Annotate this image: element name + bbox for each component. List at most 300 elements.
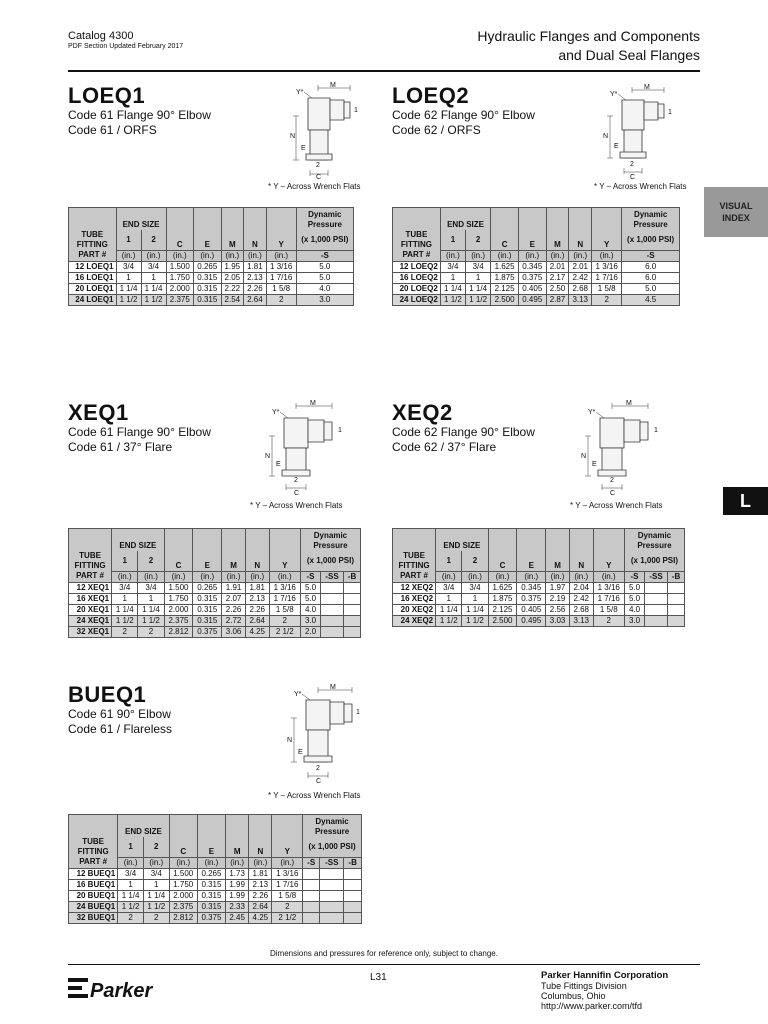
visual-index-tab[interactable] — [704, 187, 768, 237]
loeq2-h-end2: 2 — [466, 230, 491, 250]
xeq2-u-2: (in.) — [462, 571, 488, 582]
table-cell: 0.495 — [518, 294, 546, 305]
bueq1-dim-y: Y* — [294, 691, 302, 698]
table-cell: 2.54 — [221, 294, 244, 305]
table-cell: 1 1/4 — [116, 283, 141, 294]
bueq1-u-c: (in.) — [169, 857, 197, 868]
table-cell: 2.26 — [222, 604, 246, 615]
loeq2-drawing — [600, 84, 690, 180]
header-rule — [68, 70, 700, 72]
loeq2-u-2: (in.) — [466, 250, 491, 261]
table-cell: 2.500 — [491, 294, 519, 305]
xeq2-h-endsize: END SIZE — [436, 529, 488, 552]
table-cell: 3.13 — [569, 615, 593, 626]
loeq2-u-n: (in.) — [569, 250, 592, 261]
table-cell — [320, 912, 344, 923]
bueq1-h-y: Y — [272, 815, 303, 858]
xeq1-desc-1: Code 61 Flange 90° Elbow — [68, 425, 211, 439]
xeq1-h-y: Y — [269, 529, 300, 572]
table-cell: 1 — [466, 272, 491, 283]
table-cell: 1 1/4 — [112, 604, 138, 615]
table-cell: 1.95 — [221, 261, 244, 272]
part-number-cell: 20 BUEQ1 — [69, 890, 118, 901]
bueq1-h-m: M — [226, 815, 249, 858]
loeq2-h-endsize: END SIZE — [440, 208, 490, 231]
loeq1-h-tube: TUBE FITTING — [69, 230, 117, 250]
table-row — [69, 868, 362, 879]
bueq1-spec-table — [68, 814, 362, 924]
table-row — [69, 901, 362, 912]
loeq1-u-n: (in.) — [244, 250, 267, 261]
table-cell — [645, 615, 668, 626]
xeq1-spec-table — [68, 528, 361, 638]
table-cell: 1 1/4 — [440, 283, 465, 294]
loeq2-dim-y: Y* — [610, 91, 618, 98]
table-cell: 0.495 — [517, 615, 546, 626]
table-cell: 1 3/16 — [272, 868, 303, 879]
bueq1-h-end1: 1 — [118, 837, 144, 857]
xeq1-dim-2: 2 — [294, 477, 298, 484]
table-cell: 2.64 — [244, 294, 267, 305]
table-cell: 2.13 — [249, 879, 272, 890]
table-cell: 1 — [116, 272, 141, 283]
table-cell — [303, 901, 320, 912]
table-row — [393, 294, 680, 305]
table-cell — [303, 868, 320, 879]
table-cell: 1 7/16 — [269, 593, 300, 604]
xeq2-dim-y: Y* — [588, 409, 596, 416]
bueq1-u-n: (in.) — [249, 857, 272, 868]
section-tab[interactable]: L — [723, 487, 768, 515]
table-cell: 3/4 — [116, 261, 141, 272]
table-cell: 2.56 — [546, 604, 570, 615]
table-cell: 2 — [592, 294, 622, 305]
table-row — [69, 626, 361, 637]
xeq1-drawing — [262, 400, 352, 496]
table-cell: 3.13 — [569, 294, 592, 305]
table-cell — [320, 890, 344, 901]
loeq2-desc-1: Code 62 Flange 90° Elbow — [392, 108, 535, 122]
xeq1-u-1: (in.) — [112, 571, 138, 582]
xeq1-u-n: (in.) — [245, 571, 269, 582]
table-cell: 1.81 — [249, 868, 272, 879]
loeq2-desc-2: Code 62 / ORFS — [392, 123, 481, 137]
table-cell: 4.0 — [300, 604, 320, 615]
table-cell: 2.68 — [569, 283, 592, 294]
table-cell — [645, 593, 668, 604]
table-cell — [303, 879, 320, 890]
table-cell: 0.315 — [197, 890, 225, 901]
table-cell: 1 5/8 — [272, 890, 303, 901]
bueq1-h-s: -S — [303, 857, 320, 868]
table-cell: 0.345 — [517, 582, 546, 593]
table-cell: 4.25 — [245, 626, 269, 637]
loeq1-u-c: (in.) — [166, 250, 193, 261]
table-cell: 1.99 — [226, 879, 249, 890]
xeq2-u-y: (in.) — [593, 571, 624, 582]
bueq1-desc-2: Code 61 / Flareless — [68, 722, 173, 736]
xeq2-dim-m: M — [626, 400, 632, 407]
bueq1-dim-m: M — [330, 684, 336, 691]
loeq2-u-1: (in.) — [440, 250, 465, 261]
table-row — [69, 261, 354, 272]
table-cell: 1 3/16 — [592, 261, 622, 272]
table-cell: 2.13 — [245, 593, 269, 604]
table-row — [69, 272, 354, 283]
xeq2-heading — [392, 401, 535, 455]
loeq2-dim-c: C — [630, 174, 636, 180]
loeq1-u-2: (in.) — [141, 250, 166, 261]
table-cell: 1 7/16 — [593, 593, 624, 604]
table-cell: 1 1/4 — [436, 604, 462, 615]
loeq1-dim-y: Y* — [296, 89, 304, 96]
loeq1-dim-m: M — [330, 82, 336, 89]
table-row — [393, 261, 680, 272]
table-cell: 2.22 — [221, 283, 244, 294]
table-cell: 2.72 — [222, 615, 246, 626]
bueq1-dim-1: 1 — [356, 709, 360, 716]
table-cell: 1 5/8 — [593, 604, 624, 615]
loeq2-h-end1: 1 — [440, 230, 465, 250]
table-cell: 3/4 — [466, 261, 491, 272]
loeq2-dim-2: 2 — [630, 161, 634, 168]
table-row — [69, 615, 361, 626]
table-cell: 2.812 — [169, 912, 197, 923]
table-cell: 5.0 — [296, 261, 353, 272]
xeq2-h-part: PART # — [393, 571, 436, 582]
table-cell: 2 1/2 — [272, 912, 303, 923]
table-cell: 1 — [141, 272, 166, 283]
bueq1-h-ss: -SS — [320, 857, 344, 868]
xeq1-h-m: M — [222, 529, 246, 572]
table-cell — [303, 890, 320, 901]
part-number-cell: 12 XEQ1 — [69, 582, 112, 593]
bueq1-h-end2: 2 — [143, 837, 169, 857]
table-cell: 2.33 — [226, 901, 249, 912]
company-division: Tube Fittings Division — [541, 981, 627, 991]
loeq2-u-m: (in.) — [546, 250, 569, 261]
xeq1-dim-e: E — [276, 461, 281, 468]
loeq1-h-endsize: END SIZE — [116, 208, 166, 231]
xeq2-u-m: (in.) — [546, 571, 570, 582]
loeq2-h-e: E — [518, 208, 546, 251]
catalog-updated: PDF Section Updated February 2017 — [68, 43, 184, 50]
xeq1-wrench-note: * Y – Across Wrench Flats — [250, 501, 343, 510]
xeq2-desc-2: Code 62 / 37° Flare — [392, 440, 497, 454]
xeq2-h-psi: (x 1,000 PSI) — [624, 551, 684, 571]
part-number-cell: 16 LOEQ2 — [393, 272, 441, 283]
table-cell: 0.315 — [197, 901, 225, 912]
table-cell: 1 1/4 — [138, 604, 164, 615]
table-cell: 2.42 — [569, 593, 593, 604]
table-cell: 2.26 — [244, 283, 267, 294]
loeq1-u-e: (in.) — [194, 250, 221, 261]
loeq2-dim-1: 1 — [668, 109, 672, 116]
xeq1-dim-c: C — [294, 490, 300, 496]
table-cell: 1.750 — [164, 593, 193, 604]
table-cell: 1 — [436, 593, 462, 604]
table-cell: 1 1/4 — [118, 890, 144, 901]
table-cell: 2.375 — [169, 901, 197, 912]
loeq2-h-s: -S — [622, 250, 680, 261]
reference-note: Dimensions and pressures for reference only, subject to change. — [270, 949, 498, 958]
table-cell: 4.0 — [296, 283, 353, 294]
part-number-cell: 16 LOEQ1 — [69, 272, 117, 283]
table-cell: 1 1/2 — [466, 294, 491, 305]
bueq1-u-e: (in.) — [197, 857, 225, 868]
table-cell — [668, 615, 685, 626]
bueq1-h-e: E — [197, 815, 225, 858]
xeq1-dim-1: 1 — [338, 427, 342, 434]
table-row — [69, 604, 361, 615]
table-cell: 2.125 — [488, 604, 517, 615]
table-cell: 0.375 — [518, 272, 546, 283]
table-cell: 1.81 — [245, 582, 269, 593]
bueq1-h-n: N — [249, 815, 272, 858]
loeq1-dim-1: 1 — [354, 107, 358, 114]
table-cell: 2.26 — [245, 604, 269, 615]
table-cell: 1 — [138, 593, 164, 604]
loeq2-u-c: (in.) — [491, 250, 519, 261]
table-cell — [344, 626, 361, 637]
loeq1-h-part: PART # — [69, 250, 117, 261]
table-cell — [321, 604, 344, 615]
loeq1-spec-table — [68, 207, 354, 306]
table-cell: 3.06 — [222, 626, 246, 637]
table-row — [393, 593, 685, 604]
table-cell: 2.19 — [546, 593, 570, 604]
catalog-header — [68, 30, 183, 50]
table-row — [69, 879, 362, 890]
bueq1-h-psi: (x 1,000 PSI) — [303, 837, 362, 857]
table-cell: 2.125 — [491, 283, 519, 294]
table-cell — [668, 582, 685, 593]
table-cell: 2.01 — [546, 261, 569, 272]
bueq1-h-c: C — [169, 815, 197, 858]
company-city: Columbus, Ohio — [541, 991, 606, 1001]
table-cell: 3.0 — [300, 615, 320, 626]
table-cell: 1 5/8 — [592, 283, 622, 294]
table-cell: 2.000 — [164, 604, 193, 615]
table-cell — [645, 582, 668, 593]
xeq2-h-end1: 1 — [436, 551, 462, 571]
table-cell — [344, 868, 362, 879]
table-cell — [344, 593, 361, 604]
table-cell: 3.0 — [296, 294, 353, 305]
loeq2-heading — [392, 84, 535, 138]
loeq1-wrench-note: * Y – Across Wrench Flats — [268, 182, 361, 191]
xeq1-u-2: (in.) — [138, 571, 164, 582]
bueq1-u-y: (in.) — [272, 857, 303, 868]
table-row — [69, 294, 354, 305]
table-row — [393, 582, 685, 593]
table-row — [393, 283, 680, 294]
table-cell: 3/4 — [138, 582, 164, 593]
xeq2-h-n: N — [569, 529, 593, 572]
bueq1-h-dynamic: Dynamic Pressure — [303, 815, 362, 838]
page-number: L31 — [370, 972, 387, 983]
table-cell: 2.17 — [546, 272, 569, 283]
xeq1-h-n: N — [245, 529, 269, 572]
part-number-cell: 24 LOEQ1 — [69, 294, 117, 305]
table-cell: 5.0 — [622, 283, 680, 294]
xeq1-h-end1: 1 — [112, 551, 138, 571]
table-cell: 2 — [266, 294, 296, 305]
table-cell: 1 1/2 — [118, 901, 144, 912]
bueq1-h-b: -B — [344, 857, 362, 868]
table-row — [69, 912, 362, 923]
loeq1-h-m: M — [221, 208, 244, 251]
table-cell: 2.0 — [300, 626, 320, 637]
table-cell — [344, 901, 362, 912]
table-cell: 3/4 — [118, 868, 144, 879]
loeq2-name: LOEQ2 — [392, 83, 470, 108]
table-cell: 2.375 — [164, 615, 193, 626]
loeq1-u-y: (in.) — [266, 250, 296, 261]
xeq2-wrench-note: * Y – Across Wrench Flats — [570, 501, 663, 510]
xeq1-heading — [68, 401, 211, 455]
table-cell: 1 1/4 — [143, 890, 169, 901]
xeq1-desc-2: Code 61 / 37° Flare — [68, 440, 173, 454]
loeq2-h-y: Y — [592, 208, 622, 251]
xeq2-dim-2: 2 — [610, 477, 614, 484]
table-cell: 2 — [112, 626, 138, 637]
table-cell: 0.345 — [518, 261, 546, 272]
table-cell: 0.315 — [194, 272, 221, 283]
xeq2-h-m: M — [546, 529, 570, 572]
loeq1-dim-n: N — [290, 133, 296, 140]
table-cell: 3/4 — [462, 582, 488, 593]
part-number-cell: 20 LOEQ1 — [69, 283, 117, 294]
table-cell: 0.405 — [518, 283, 546, 294]
table-cell — [320, 879, 344, 890]
xeq2-u-n: (in.) — [569, 571, 593, 582]
xeq1-dim-y: Y* — [272, 409, 280, 416]
catalog-number: Catalog 4300 — [68, 30, 134, 42]
table-cell: 2.42 — [569, 272, 592, 283]
loeq1-dim-2: 2 — [316, 162, 320, 169]
company-url[interactable]: http://www.parker.com/tfd — [541, 1001, 643, 1011]
table-cell: 1.750 — [166, 272, 193, 283]
bueq1-dim-n: N — [287, 737, 293, 744]
page-title-line-1: Hydraulic Flanges and Components — [477, 28, 700, 44]
table-cell: 1 1/2 — [116, 294, 141, 305]
loeq1-h-s: -S — [296, 250, 353, 261]
table-cell: 0.375 — [517, 593, 546, 604]
table-cell — [321, 626, 344, 637]
table-cell: 2 — [118, 912, 144, 923]
xeq2-dim-1: 1 — [654, 427, 658, 434]
table-cell: 1 1/2 — [141, 294, 166, 305]
xeq1-u-y: (in.) — [269, 571, 300, 582]
xeq2-h-end2: 2 — [462, 551, 488, 571]
xeq1-h-c: C — [164, 529, 193, 572]
table-cell: 0.315 — [194, 294, 221, 305]
bueq1-wrench-note: * Y – Across Wrench Flats — [268, 791, 361, 800]
table-cell: 2 — [269, 615, 300, 626]
table-cell — [321, 582, 344, 593]
bueq1-h-part: PART # — [69, 857, 118, 868]
xeq2-h-b: -B — [668, 571, 685, 582]
table-row — [69, 283, 354, 294]
parker-logo — [68, 972, 154, 1004]
table-cell: 1.97 — [546, 582, 570, 593]
xeq2-drawing — [578, 400, 668, 496]
table-cell: 0.315 — [193, 615, 222, 626]
table-cell: 1 — [143, 879, 169, 890]
table-cell — [321, 615, 344, 626]
bueq1-u-2: (in.) — [143, 857, 169, 868]
bueq1-u-1: (in.) — [118, 857, 144, 868]
table-cell: 3/4 — [440, 261, 465, 272]
page-title — [477, 27, 700, 65]
part-number-cell: 20 XEQ1 — [69, 604, 112, 615]
bueq1-name: BUEQ1 — [68, 682, 147, 707]
table-cell: 2.000 — [166, 283, 193, 294]
part-number-cell: 12 LOEQ2 — [393, 261, 441, 272]
table-cell: 1.500 — [166, 261, 193, 272]
table-cell: 5.0 — [624, 593, 644, 604]
table-cell — [344, 582, 361, 593]
table-cell: 1.91 — [222, 582, 246, 593]
table-cell: 1 7/16 — [266, 272, 296, 283]
visual-index-line-2: INDEX — [722, 213, 750, 223]
table-cell: 1.81 — [244, 261, 267, 272]
table-cell: 2.375 — [166, 294, 193, 305]
table-cell: 1.875 — [491, 272, 519, 283]
loeq1-desc-1: Code 61 Flange 90° Elbow — [68, 108, 211, 122]
page-title-line-2: and Dual Seal Flanges — [558, 47, 700, 63]
loeq1-u-m: (in.) — [221, 250, 244, 261]
loeq1-h-c: C — [166, 208, 193, 251]
xeq2-u-1: (in.) — [436, 571, 462, 582]
loeq2-dim-e: E — [614, 143, 619, 150]
xeq2-desc-1: Code 62 Flange 90° Elbow — [392, 425, 535, 439]
table-cell: 4.0 — [624, 604, 644, 615]
table-cell: 1.500 — [169, 868, 197, 879]
footer-rule — [68, 964, 700, 965]
company-block — [541, 970, 668, 1011]
loeq2-h-tube: TUBE FITTING — [393, 230, 441, 250]
loeq1-dim-c: C — [316, 174, 322, 180]
table-cell: 3/4 — [112, 582, 138, 593]
table-cell: 2 — [143, 912, 169, 923]
table-cell: 0.265 — [193, 582, 222, 593]
loeq2-u-y: (in.) — [592, 250, 622, 261]
bueq1-dim-e: E — [298, 749, 303, 756]
loeq1-u-1: (in.) — [116, 250, 141, 261]
table-cell: 2 1/2 — [269, 626, 300, 637]
loeq2-h-psi: (x 1,000 PSI) — [622, 230, 680, 250]
xeq2-h-c: C — [488, 529, 517, 572]
table-cell: 0.375 — [197, 912, 225, 923]
xeq1-h-part: PART # — [69, 571, 112, 582]
table-cell: 3.03 — [546, 615, 570, 626]
xeq2-name: XEQ2 — [392, 400, 453, 425]
part-number-cell: 12 BUEQ1 — [69, 868, 118, 879]
table-cell: 1 1/2 — [143, 901, 169, 912]
xeq1-h-endsize: END SIZE — [112, 529, 164, 552]
table-cell: 3/4 — [143, 868, 169, 879]
table-cell: 0.315 — [193, 593, 222, 604]
table-row — [69, 593, 361, 604]
table-cell: 5.0 — [300, 593, 320, 604]
part-number-cell: 24 LOEQ2 — [393, 294, 441, 305]
visual-index-line-1: VISUAL — [719, 201, 753, 211]
table-cell: 1 1/2 — [462, 615, 488, 626]
table-cell — [321, 593, 344, 604]
table-cell: 2.64 — [245, 615, 269, 626]
